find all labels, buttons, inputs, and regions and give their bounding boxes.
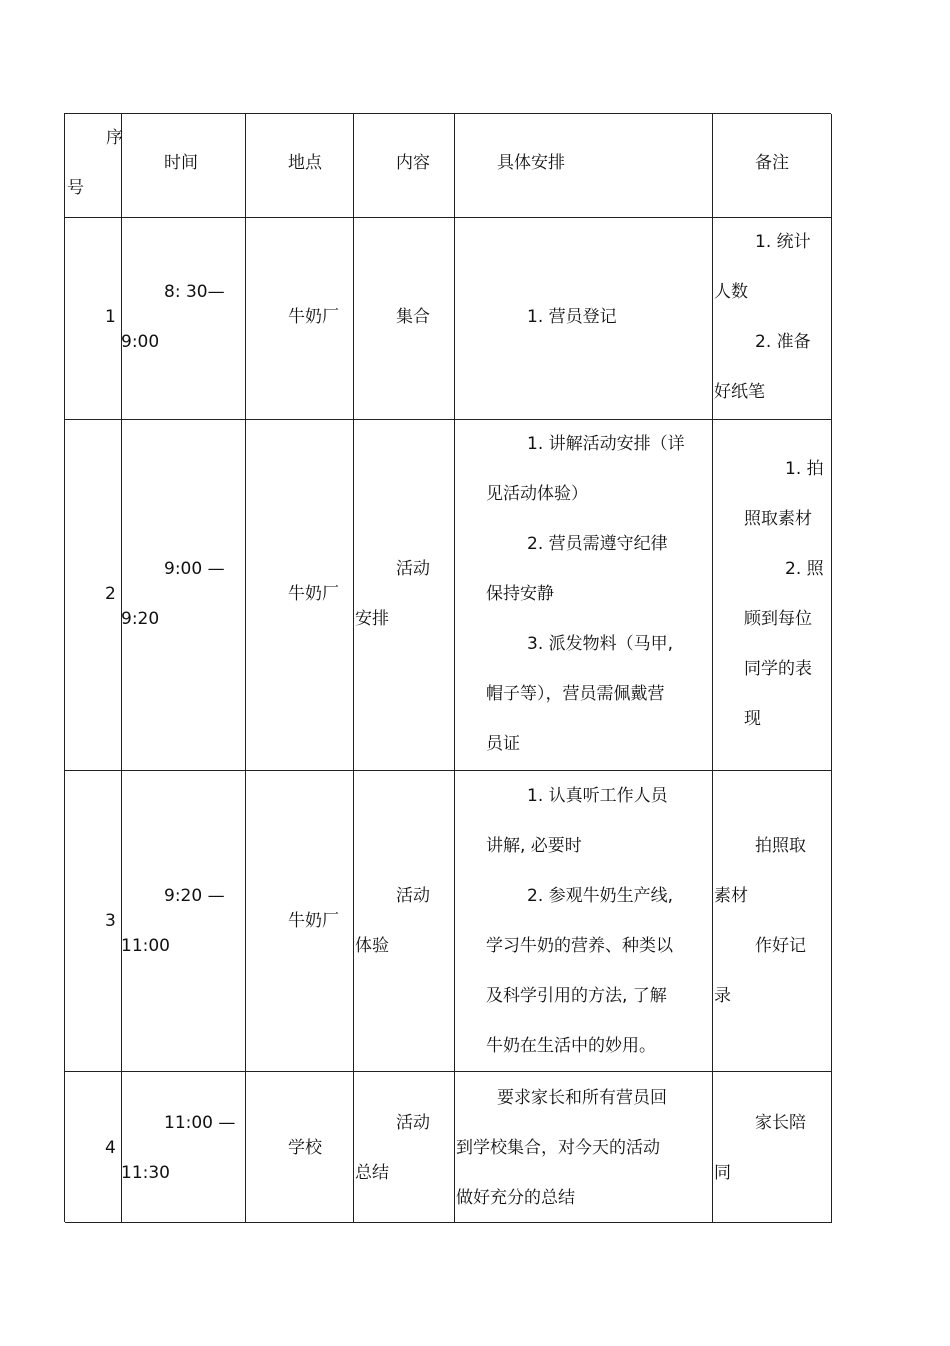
row4-content bbox=[353, 1071, 455, 1223]
row3-arrangement-line3: 2. 参观牛奶生产线, bbox=[527, 886, 674, 906]
header-place-label: 地点 bbox=[288, 153, 322, 173]
schedule-table bbox=[64, 113, 831, 1222]
row1-content bbox=[353, 217, 455, 420]
row4-remark bbox=[712, 1071, 832, 1223]
row3-content bbox=[353, 770, 455, 1072]
header-content-label: 内容 bbox=[396, 153, 430, 173]
row3-remark-line4: 录 bbox=[714, 986, 731, 1006]
row3-arrangement-line4: 学习牛奶的营养、种类以 bbox=[486, 936, 673, 956]
header-seq-bottom: 号 bbox=[67, 178, 84, 198]
row4-seq bbox=[65, 1071, 122, 1223]
row4-seq-value: 4 bbox=[105, 1138, 116, 1158]
row2-remark-line2: 照取素材 bbox=[744, 509, 812, 529]
row3-place bbox=[245, 770, 354, 1072]
row1-arrangement-line1: 1. 营员登记 bbox=[527, 307, 617, 327]
row1-remark-line4: 好纸笔 bbox=[714, 382, 765, 402]
row3-arrangement-line2: 讲解, 必要时 bbox=[486, 836, 582, 856]
row2-arrangement-line4: 保持安静 bbox=[486, 584, 554, 604]
row2-arrangement-line3: 2. 营员需遵守纪律 bbox=[527, 534, 668, 554]
header-arrangement bbox=[454, 114, 713, 218]
row2-content bbox=[353, 419, 455, 771]
header-seq bbox=[65, 114, 122, 218]
row4-arrangement bbox=[454, 1071, 713, 1223]
header-content bbox=[353, 114, 455, 218]
header-time-label: 时间 bbox=[164, 153, 198, 173]
row3-remark-line1: 拍照取 bbox=[755, 836, 806, 856]
row4-content-line2: 总结 bbox=[355, 1163, 389, 1183]
row3-seq bbox=[65, 770, 122, 1072]
row2-arrangement bbox=[454, 419, 713, 771]
row4-arrangement-line3: 做好充分的总结 bbox=[456, 1188, 575, 1208]
row1-place bbox=[245, 217, 354, 420]
row3-remark-line2: 素材 bbox=[714, 886, 748, 906]
header-time bbox=[121, 114, 246, 218]
row3-time-line1: 9:20 — bbox=[164, 886, 225, 906]
header-seq-top: 序 bbox=[106, 128, 123, 148]
row1-seq-value: 1 bbox=[105, 307, 116, 327]
row1-remark-line1: 1. 统计 bbox=[755, 232, 811, 252]
row3-arrangement-line6: 牛奶在生活中的妙用。 bbox=[486, 1036, 656, 1056]
row2-time-line2: 9:20 bbox=[121, 609, 160, 629]
row4-remark-line1: 家长陪 bbox=[755, 1113, 806, 1133]
row2-seq bbox=[65, 419, 122, 771]
row4-arrangement-line2: 到学校集合，对今天的活动 bbox=[456, 1138, 660, 1158]
row3-place-value: 牛奶厂 bbox=[288, 911, 339, 931]
row2-time-line1: 9:00 — bbox=[164, 559, 225, 579]
row2-remark-line1: 1. 拍 bbox=[785, 459, 824, 479]
row1-remark-line3: 2. 准备 bbox=[755, 332, 811, 352]
row2-arrangement-line5: 3. 派发物料（马甲, bbox=[527, 634, 674, 654]
row3-arrangement-line1: 1. 认真听工作人员 bbox=[527, 786, 668, 806]
row2-remark-line4: 顾到每位 bbox=[744, 609, 812, 629]
row2-arrangement-line1: 1. 讲解活动安排（详 bbox=[527, 434, 685, 454]
row2-content-line1: 活动 bbox=[396, 559, 430, 579]
row1-time-line2: 9:00 bbox=[121, 332, 160, 352]
row3-content-line1: 活动 bbox=[396, 886, 430, 906]
row1-time bbox=[121, 217, 246, 420]
row2-remark-line3: 2. 照 bbox=[785, 559, 824, 579]
row1-remark bbox=[712, 217, 832, 420]
row1-place-value: 牛奶厂 bbox=[288, 307, 339, 327]
row3-arrangement-line5: 及科学引用的方法, 了解 bbox=[486, 986, 667, 1006]
row2-remark-line6: 现 bbox=[744, 709, 761, 729]
row3-content-line2: 体验 bbox=[355, 936, 389, 956]
row4-time-line1: 11:00 — bbox=[164, 1113, 236, 1133]
row3-time bbox=[121, 770, 246, 1072]
row4-time-line2: 11:30 bbox=[121, 1163, 170, 1183]
header-arrangement-label: 具体安排 bbox=[497, 153, 565, 173]
row4-content-line1: 活动 bbox=[396, 1113, 430, 1133]
row2-place-value: 牛奶厂 bbox=[288, 584, 339, 604]
row3-time-line2: 11:00 bbox=[121, 936, 170, 956]
header-remark bbox=[712, 114, 832, 218]
row1-arrangement bbox=[454, 217, 713, 420]
row1-content-line1: 集合 bbox=[396, 307, 430, 327]
row3-arrangement bbox=[454, 770, 713, 1072]
row1-seq bbox=[65, 217, 122, 420]
row1-time-line1: 8: 30— bbox=[164, 282, 225, 302]
row3-remark bbox=[712, 770, 832, 1072]
row2-arrangement-line7: 员证 bbox=[486, 734, 520, 754]
row2-arrangement-line6: 帽子等），营员需佩戴营 bbox=[486, 684, 665, 704]
row4-time bbox=[121, 1071, 246, 1223]
row2-content-line2: 安排 bbox=[355, 609, 389, 629]
row4-arrangement-line1: 要求家长和所有营员回 bbox=[497, 1088, 667, 1108]
row3-seq-value: 3 bbox=[105, 911, 116, 931]
row3-remark-line3: 作好记 bbox=[755, 936, 806, 956]
row1-remark-line2: 人数 bbox=[714, 282, 748, 302]
row2-remark bbox=[712, 419, 832, 771]
row2-arrangement-line2: 见活动体验） bbox=[486, 484, 588, 504]
row4-remark-line2: 同 bbox=[714, 1163, 731, 1183]
header-place bbox=[245, 114, 354, 218]
row4-place-value: 学校 bbox=[288, 1138, 322, 1158]
row2-remark-line5: 同学的表 bbox=[744, 659, 812, 679]
header-remark-label: 备注 bbox=[755, 153, 789, 173]
row2-place bbox=[245, 419, 354, 771]
row4-place bbox=[245, 1071, 354, 1223]
row2-seq-value: 2 bbox=[105, 584, 116, 604]
row2-time bbox=[121, 419, 246, 771]
